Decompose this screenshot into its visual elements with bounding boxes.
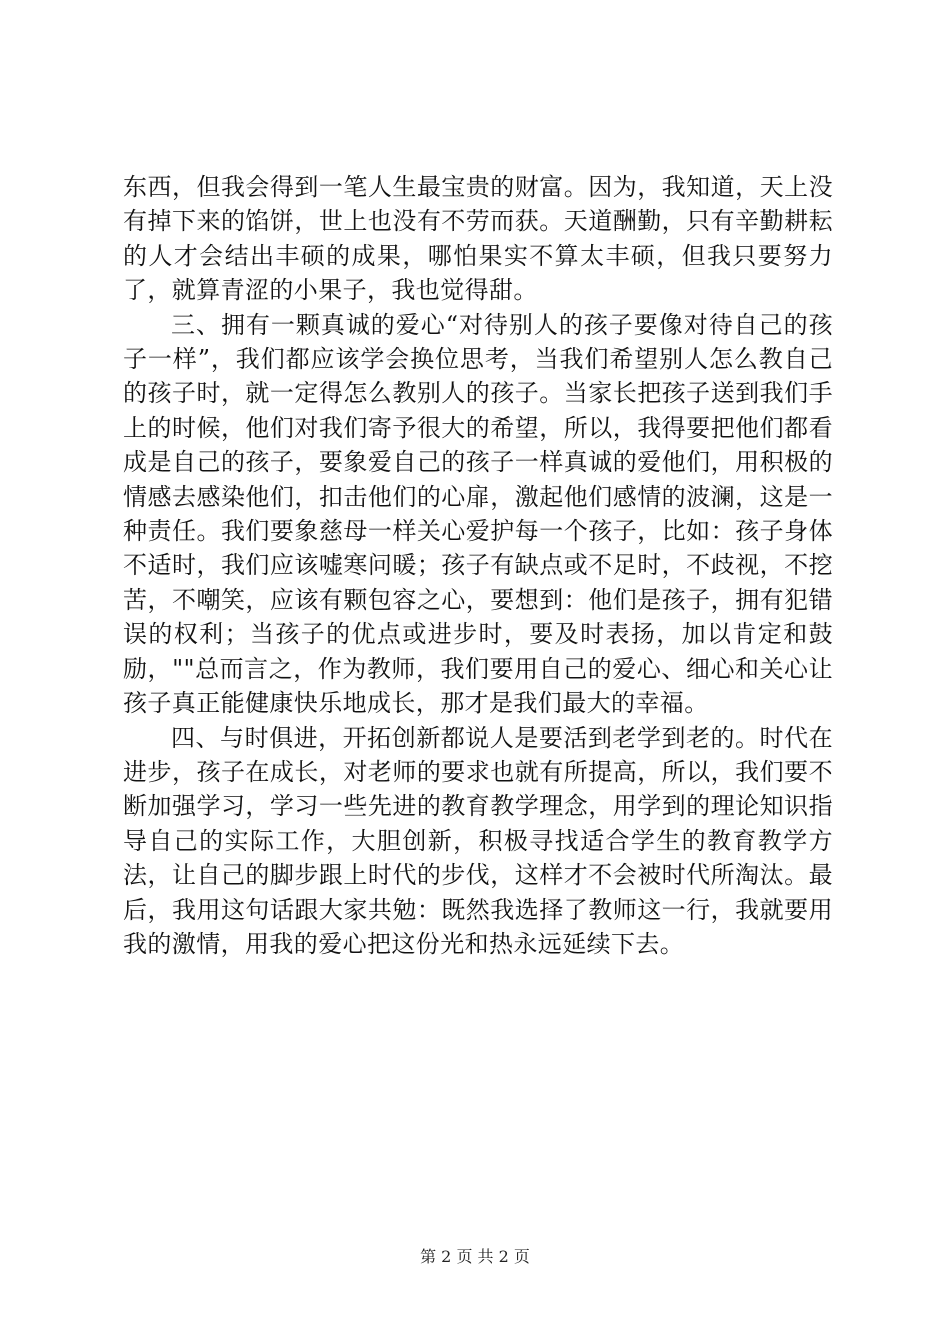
paragraph-section-four: 四、与时俱进，开拓创新都说人是要活到老学到老的。时代在进步，孩子在成长，对老师的要求也就有所提高，所以，我们要不断加强学习，学习一些先进的教育教学理念，用学到的理论知识指导自己的实际工作，大胆创新，积极寻找适合学生的教育教学方法，让自己的脚步跟上时代的步伐，这样才不会被时代所淘汰。最后，我用这句话跟大家共勉：既然我选择了教师这一行，我就要用我的激情，用我的爱心把这份光和热永远延续下去。 bbox=[123, 723, 833, 958]
paragraph-continuation: 东西，但我会得到一笔人生最宝贵的财富。因为，我知道，天上没有掉下来的馅饼，世上也没有不劳而获。天道酬勤，只有辛勤耕耘的人才会结出丰硕的成果，哪怕果实不算太丰硕，但我只要努力了，就算青涩的小果子，我也觉得甜。 bbox=[123, 173, 833, 305]
page-footer: 第 2 页 共 2 页 bbox=[420, 1247, 530, 1266]
paragraph-section-three: 三、拥有一颗真诚的爱心“对待别人的孩子要像对待自己的孩子一样”，我们都应该学会换位思考，当我们希望别人怎么教自己的孩子时，就一定得怎么教别人的孩子。当家长把孩子送到我们手上的时候，他们对我们寄予很大的希望，所以，我得要把他们都看成是自己的孩子，要象爱自己的孩子一样真诚的爱他们，用积极的情感去感染他们，扣击他们的心扉，激起他们感情的波澜，这是一种责任。我们要象慈母一样关心爱护每一个孩子，比如：孩子身体不适时，我们应该嘘寒问暖；孩子有缺点或不足时，不歧视，不挖苦，不嘲笑，应该有颗包容之心，要想到：他们是孩子，拥有犯错误的权利；当孩子的优点或进步时，要及时表扬，加以肯定和鼓励，""总而言之，作为教师，我们要用自己的爱心、细心和关心让孩子真正能健康快乐地成长，那才是我们最大的幸福。 bbox=[123, 310, 833, 718]
document-body bbox=[123, 170, 833, 961]
